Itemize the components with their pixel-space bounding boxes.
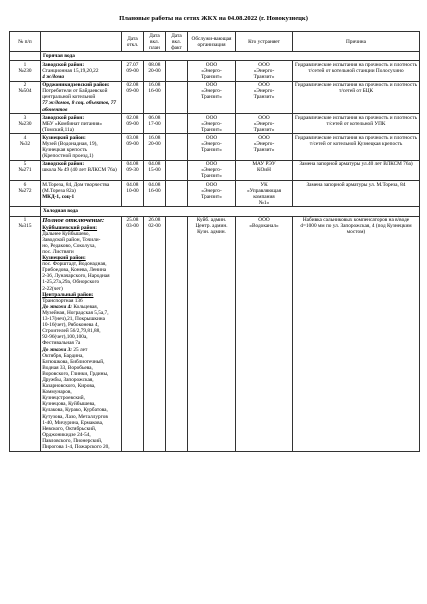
row-address [41,114,122,134]
address-line: Павловского, Пионерский, [42,437,103,444]
cell-line: ООО [258,114,270,121]
address-line: но, Редаково, Соколуха, [42,242,96,249]
cell-line: ООО [205,181,218,188]
table-header [10,32,420,52]
cell-line: «Энерго- [253,141,275,147]
address-line: Станционная 15,19,20,22 [42,67,99,74]
header-num: № п/п [10,32,41,52]
address-line: Невского, Октябрьский, [42,425,97,432]
table-row [10,114,420,134]
cell-line: 15-00 [148,167,161,174]
address-line: М.Тореза, 84, Дом творчества [42,181,110,188]
cell-line: 04.08 [148,161,161,168]
row-date-on-fact [166,61,188,81]
address-line: До этажа 4: Кольцевая, [42,303,99,310]
cell-line: 6 [23,181,27,188]
table-row [10,216,420,451]
address-line: 1-25,27а,29а, Обнорского [42,279,100,286]
address-line: Музей (Водонадная, 19), [42,141,98,147]
cell-line: 27.07 [126,61,139,68]
cell-line: 3 [23,114,27,121]
cell-line: 02.08 [126,114,139,121]
address-line: До этажа 3: 25 лет [42,346,88,353]
cell-line: 16.08 [148,82,161,89]
cell-line: 20-00 [148,141,161,147]
cell-line: 09-00 [126,88,139,95]
row-number [10,61,41,81]
address-line: Орджоникидзевский район: [42,82,110,89]
cell-line: №504 [18,88,32,95]
cell-line: Центр. админ. [195,223,228,230]
cell-line: 10-00 [126,187,139,194]
row-address [41,181,122,207]
row-cause: Набивка сальниковых компенсаторов на в/воде d=1000 мм по ул. Запорожская, 4 (под Кузнецким мостом) [293,216,420,451]
row-date-on-fact [166,114,188,134]
cell-line: 25.08 [126,217,139,224]
row-service-org [188,114,236,134]
row-date-off [122,81,144,113]
cell-line: ООО [205,134,218,141]
address-line: Заводской район: [42,161,85,168]
section-title: Холодная вода [41,207,420,216]
floor-label: До этажа 3: [42,346,73,353]
address-line: Кузнецкий район: [42,134,86,141]
cell-line: Кузн. админ. [197,229,226,236]
row-fixer [236,181,293,207]
row-address [41,81,122,113]
cell-line: №32 [19,141,31,147]
row-cause: Гидравлические испытания на прочность и плотность т/сетей от котельной станции Полосухино [293,61,420,81]
table-row [10,134,420,160]
row-service-org [188,160,236,180]
cell-line: ООО [258,61,270,68]
cell-line: ООО [205,61,218,68]
cell-line: Транзит» [253,147,275,154]
cell-line: 20-00 [148,67,161,74]
row-fixer [236,61,293,81]
row-date-off [122,181,144,207]
row-service-org [188,216,236,451]
cell-line: ООО [258,134,270,141]
row-date-off [122,61,144,81]
address-line: 2-22(чет) [42,285,63,292]
cell-line: Транзит» [253,74,275,81]
row-number [10,134,41,160]
row-cause: Гидравлические испытания на прочность и плотность т/сетей от котельной Кузнецкая крепость [293,134,420,160]
address-line: Полное отключение: [42,217,105,225]
cell-line: «Энерго- [201,187,222,194]
row-date-off [122,114,144,134]
address-line: Фестивальная 7а [42,340,81,347]
address-line: 10-16(чет), Рябоконева 4, [42,322,99,329]
address-line: Грибоедова, Конева, Ленина [42,267,107,274]
row-fixer [236,81,293,113]
address-line: (М.Тореза 82а) [42,187,76,194]
row-date-on-fact [166,216,188,451]
address-line: Кутузова, Лазо, Металлургов [42,413,108,420]
row-service-org [188,81,236,113]
row-number [10,160,41,180]
address-line: Заводской район: [42,114,85,121]
cell-line: 04.08 [126,181,139,188]
address-line: Батюшкова, Библиотечный, [42,358,105,365]
address-line: Кулакова, Курако, Курбатова, [42,407,108,414]
row-cause: Гидравлические испытания на прочность и плотность т/сетей от БЦК [293,81,420,113]
row-number [10,114,41,134]
cell-line: Транзит» [253,126,275,133]
cell-line: №230 [18,120,32,127]
row-date-off [122,216,144,451]
address-line: 92-96(чет),100,100а, [42,334,88,341]
address-line: (Томский,11а) [42,126,74,133]
cell-line: 1 [23,217,27,224]
address-line: Кузнецстроевский, [42,395,85,402]
cell-line: «Энерго- [201,141,222,147]
cell-line: 09-00 [126,67,139,74]
cell-line: 02.08 [126,82,139,89]
address-line: школа № 49 (40 лет ВЛКСМ 76а) [42,167,117,174]
row-address [41,61,122,81]
address-line: Музейная, Ноградская 5,5а,7, [42,309,109,316]
cell-line: №315 [18,223,32,230]
row-date-on-fact [166,134,188,160]
address-line: Кузнецкий район: [42,255,86,262]
cell-line: 26.08 [148,217,161,224]
cell-line: 16.08 [148,134,161,141]
cell-line: 17-00 [148,120,161,127]
cell-line: ООО [205,114,218,121]
cell-line: «Энерго- [201,167,222,174]
address-line: 1-40, Мичурина, Ермакова, [42,419,104,426]
row-date-on-fact [166,81,188,113]
row-address [41,160,122,180]
works-table [9,31,420,452]
cell-line: 5 [23,161,27,168]
cell-line: КОиН [257,167,271,174]
row-cause: Гидравлические испытания на прочность и плотность т/сетей от котельной УПК [293,114,420,134]
row-fixer [236,134,293,160]
address-line: МБУ «Комбинат питания» [42,120,103,127]
cell-line: «Водоканал» [249,223,279,230]
address-line: Дальнее Куйбышево, [42,230,90,237]
cell-line: компания [253,193,275,200]
header-cause: Причина [293,32,420,52]
cell-line: Транзит» [201,173,222,180]
address-line: Центральный район: [42,291,94,298]
table-row [10,81,420,113]
row-date-on-plan [144,216,166,451]
row-service-org [188,61,236,81]
row-date-on-fact [166,160,188,180]
header-service-org: Обслужи-вающая организация [188,32,236,52]
cell-line: 2 [23,82,27,89]
cell-line: 03-00 [126,223,139,230]
cell-line: ООО [258,82,270,89]
row-address [41,134,122,160]
cell-line: №272 [18,187,32,194]
address-line: Куйбышевский район: [42,224,98,231]
address-line: пос. Форштадт, Водонадная, [42,261,107,268]
row-service-org [188,134,236,160]
cell-line: №1» [258,199,270,206]
row-number [10,81,41,113]
cell-line: 16-00 [148,187,161,194]
cell-line: МАУ РЭУ [252,161,276,168]
section-cold-water [10,207,420,216]
cell-line: «Энерго- [253,67,275,74]
row-cause: Замена запорной арматуры ул. М.Тореза, 84 [293,181,420,207]
header-address [41,32,122,52]
row-date-off [122,134,144,160]
cell-line: 4 [23,134,27,141]
address-line: 4 ж/дома [42,74,65,81]
cell-line: 09-00 [126,120,139,127]
cell-line: №230 [18,67,32,74]
cell-line: ООО [205,82,218,89]
cell-line: №271 [18,167,32,174]
address-line: Кузнецкая крепость [42,147,87,154]
row-date-on-plan [144,134,166,160]
header-date-on-fact: Дата вкл. факт [166,32,188,52]
section-hot-water [10,52,420,61]
row-fixer [236,114,293,134]
address-line: Октября, Бардина, [42,352,84,359]
row-date-on-fact [166,181,188,207]
floor-label: До этажа 4: [42,303,73,310]
row-date-on-plan [144,181,166,207]
table-row [10,181,420,207]
cell-line: ООО [205,161,218,168]
cell-line: Транзит» [201,94,222,101]
section-spacer [10,207,41,216]
row-date-off [122,160,144,180]
cell-line: УК [260,181,268,188]
cell-line: «Энерго- [201,67,222,74]
address-line: Дружбы, Запорожская, [42,376,94,383]
cell-line: «Энерго- [201,88,222,95]
cell-line: Куйб. админ. [196,217,227,224]
address-line: 2-36, Лунача́рского, Народная [42,273,110,280]
cell-line: 08.08 [148,61,161,68]
address-line: Орджоникидзе 24-54, [42,431,91,438]
cell-line: «Энерго- [201,120,222,127]
cell-line: 04.08 [148,181,161,188]
address-line: Заводской район: [42,61,85,68]
address-line: пос. Листвяги [42,249,74,255]
table-row [10,160,420,180]
row-date-on-plan [144,114,166,134]
cell-line: Транзит» [201,193,222,200]
cell-line: Транзит» [201,126,222,133]
row-address [41,216,122,451]
cell-line: «Энерго- [253,88,275,95]
address-line: Казарновского, Кирова, [42,383,96,390]
address-line: Транспортная 136 [42,297,83,304]
cell-line: Транзит» [201,74,222,81]
address-line: Пирогова 1-4, Пожарского 20, [42,444,110,450]
table-row [10,61,420,81]
address-line: Кузнецова, Куйбышева, [42,401,96,408]
address-line: 13-17(неч),21, Покрышкина [42,316,105,323]
cell-line: 02-00 [148,223,161,230]
section-title: Горячая вода [41,52,420,61]
cell-line: 09-30 [126,167,139,174]
address-line: (Крепостной проезд,1) [42,153,94,160]
address-line: Заводской район, Точили- [42,236,101,243]
cell-line: «Управляющая [246,187,282,194]
row-fixer [236,160,293,180]
row-number [10,181,41,207]
page-title: Плановые работы на сетях ЖКХ на 04.08.2022 (г. Новокузнецк) [119,15,308,22]
cell-line: «Энерго- [253,120,275,127]
cell-line: Транзит» [253,94,275,101]
address-line: 77 ж/домов, 8 соц. объектов, 77 абонентов [42,100,117,113]
header-fixer: Кто устраняет [236,32,293,52]
row-number [10,216,41,451]
row-date-on-plan [144,81,166,113]
row-fixer [236,216,293,451]
address-line: Строителей 56/2,79,81,88, [42,328,101,335]
address-line: Коммунаров, [42,389,72,396]
row-date-on-plan [144,61,166,81]
address-line: Водная 33, Воробьева, [42,364,93,371]
cell-line: 03.08 [126,134,139,141]
row-service-org [188,181,236,207]
cell-line: ООО [258,217,270,224]
cell-line: 16-00 [148,88,161,95]
cell-line: Транзит» [201,147,222,154]
header-date-off: Дата откл. [122,32,144,52]
row-cause: Замена запорной арматуры ул.40 лет ВЛКСМ 76а) [293,160,420,180]
header-date-on-plan: Дата вкл. план [144,32,166,52]
address-line: Потребители от Байдаевской центральной котельной [42,88,108,101]
cell-line: 04.08 [126,161,139,168]
address-line: МКД-1, соц-1 [42,193,75,200]
row-date-on-plan [144,160,166,180]
cell-line: 1 [23,61,27,68]
cell-line: 09-00 [126,141,139,147]
address-line: Воровского, Глинки, Грдины, [42,370,109,377]
cell-line: 06.08 [148,114,161,121]
